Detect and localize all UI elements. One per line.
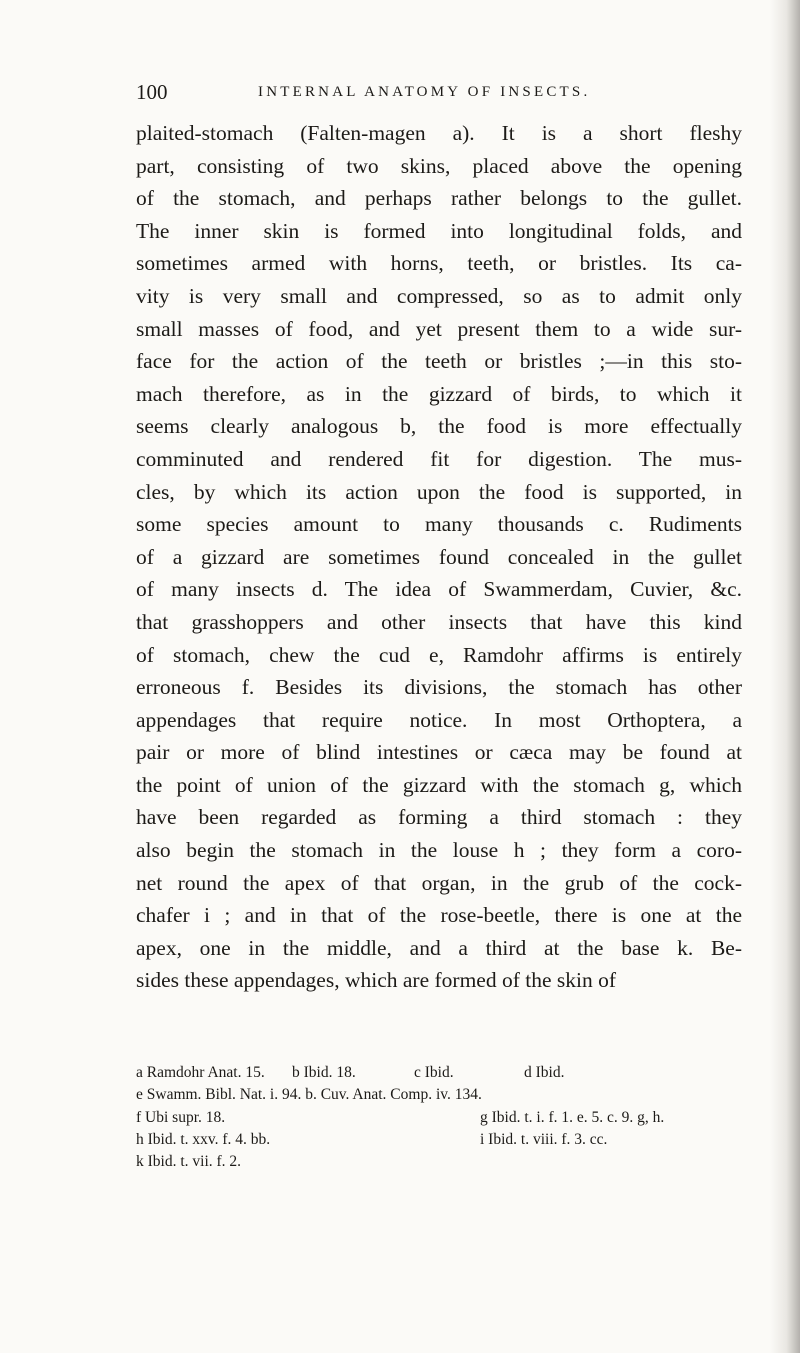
text-line: also begin the stomach in the louse h ; they form a coro- [136,838,742,863]
text-line: of many insects d. The idea of Swammerdam, Cuvier, &c. [136,577,742,602]
footnote: e Swamm. Bibl. Nat. i. 94. b. Cuv. Anat. Comp. iv. 134. [136,1086,482,1104]
footnote: b Ibid. 18. [292,1064,356,1081]
text-line: erroneous f. Besides its divisions, the stomach has other [136,675,742,700]
text-line: of a gizzard are sometimes found concealed in the gullet [136,544,742,569]
text-line: of stomach, chew the cud e, Ramdohr affirms is entirely [136,642,742,667]
page-edge-shadow [770,0,800,1353]
text-line: part, consisting of two skins, placed above the opening [136,153,742,178]
text-line: chafer i ; and in that of the rose-beetle, there is one at the [136,903,742,928]
footnote-row [136,1084,742,1106]
footnote-row [136,1151,742,1173]
footnote-row [136,1062,742,1084]
page-header [136,80,760,110]
text-line: have been regarded as forming a third stomach : they [136,805,742,830]
text-line: that grasshoppers and other insects that have this kind [136,609,742,634]
footnote: h Ibid. t. xxv. f. 4. bb. [136,1130,271,1148]
text-line: some species amount to many thousands c. Rudiments [136,512,742,537]
footnote: f Ubi supr. 18. [136,1108,226,1126]
footnote: i Ibid. t. viii. f. 3. cc. [480,1130,608,1148]
text-line: net round the apex of that organ, in the grub of the cock- [136,870,742,895]
text-line: pair or more of blind intestines or cæca may be found at [136,740,742,765]
text-line: of the stomach, and perhaps rather belongs to the gullet. [136,186,742,211]
text-line: mach therefore, as in the gizzard of birds, to which it [136,381,742,406]
text-line: appendages that require notice. In most Orthoptera, a [136,707,742,732]
footnote: k Ibid. t. vii. f. 2. [136,1153,242,1171]
footnote: d Ibid. [524,1064,565,1081]
text-line: comminuted and rendered fit for digestion. The mus- [136,446,742,471]
text-line: sides these appendages, which are formed of the skin of [136,968,617,993]
text-line: vity is very small and compressed, so as to admit only [136,283,742,308]
text-line: the point of union of the gizzard with the stomach g, which [136,772,742,797]
footnote-row [136,1129,742,1151]
text-line: sometimes armed with horns, teeth, or bristles. Its ca- [136,251,742,276]
text-line: face for the action of the teeth or bristles ;—in this sto- [136,349,742,374]
text-line: cles, by which its action upon the food is supported, in [136,479,742,504]
footnote: a Ramdohr Anat. 15. [136,1064,265,1081]
footnote: c Ibid. [414,1064,454,1081]
footnote: g Ibid. t. i. f. 1. e. 5. c. 9. g, h. [480,1108,665,1126]
page-number: 100 [136,80,168,104]
text-line: The inner skin is formed into longitudinal folds, and [136,218,742,243]
footnotes [136,1062,742,1173]
text-line: apex, one in the middle, and a third at the base k. Be- [136,935,742,960]
text-line: plaited-stomach (Falten-magen a). It is a short fleshy [136,121,742,145]
running-head: INTERNAL ANATOMY OF INSECTS. [258,84,591,100]
text-line: seems clearly analogous b, the food is more effectually [136,414,742,439]
body-text [136,117,742,997]
footnote-row [136,1107,742,1129]
text-line: small masses of food, and yet present them to a wide sur- [136,316,742,341]
